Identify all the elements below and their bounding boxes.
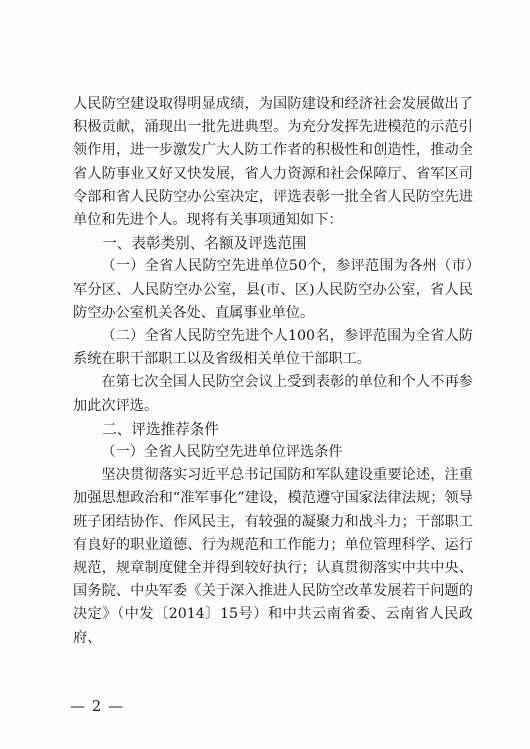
body-paragraph-exclusion: 在第七次全国人民防空会议上受到表彰的单位和个人不再参加此次评选。 [73, 374, 473, 414]
intro-paragraph: 人民防空建设取得明显成绩，为国防建设和经济社会发展做出了积极贡献，涌现出一批先进典型。为充分发挥先进模范的示范引领作用，进一步激发广大人防工作者的积极性和创造性，推动全省人防事业又好又快发展，省人力资源和社会保障厅、省军区司令部和省人民防空办公室决定，评选表彰一批全省人民防空先进单位和先进个人。现将有关事项通知如下： [73, 96, 473, 229]
section-heading-2: 二、评选推荐条件 [102, 420, 219, 438]
subsection-heading-1: （一）全省人民防空先进单位评选条件 [101, 444, 343, 461]
body-paragraph-units: （一）全省人民防空先进单位50个，参评范围为各州（市）军分区、人民防空办公室，县(市、区)人民防空办公室，省人民防空办公室机关各处、直属事业单位。 [73, 258, 473, 321]
section-heading-1: 一、表彰类别、名额及评选范围 [102, 235, 307, 253]
document-body [73, 93, 473, 650]
body-paragraph-individuals: （二）全省人民防空先进个人100名，参评范围为全省人防系统在职干部职工以及省级相关单位干部职工。 [73, 328, 473, 368]
body-paragraph-criteria: 坚决贯彻落实习近平总书记国防和军队建设重要论述，注重加强思想政治和“准军事化”建设，模范遵守国家法律法规；领导班子团结协作、作风民主，有较强的凝聚力和战斗力；干部职工有良好的职业道德、行为规范和工作能力；单位管理科学、运行规范，规章制度健全并得到较好执行；认真贯彻落实中共中央、国务院、中央军委《关于深入推进人民防空改革发展若干问题的决定》（中发〔2014〕15号）和中共云南省委、云南省人民政府、 [73, 467, 473, 646]
page-number: — 2 — [70, 697, 125, 715]
